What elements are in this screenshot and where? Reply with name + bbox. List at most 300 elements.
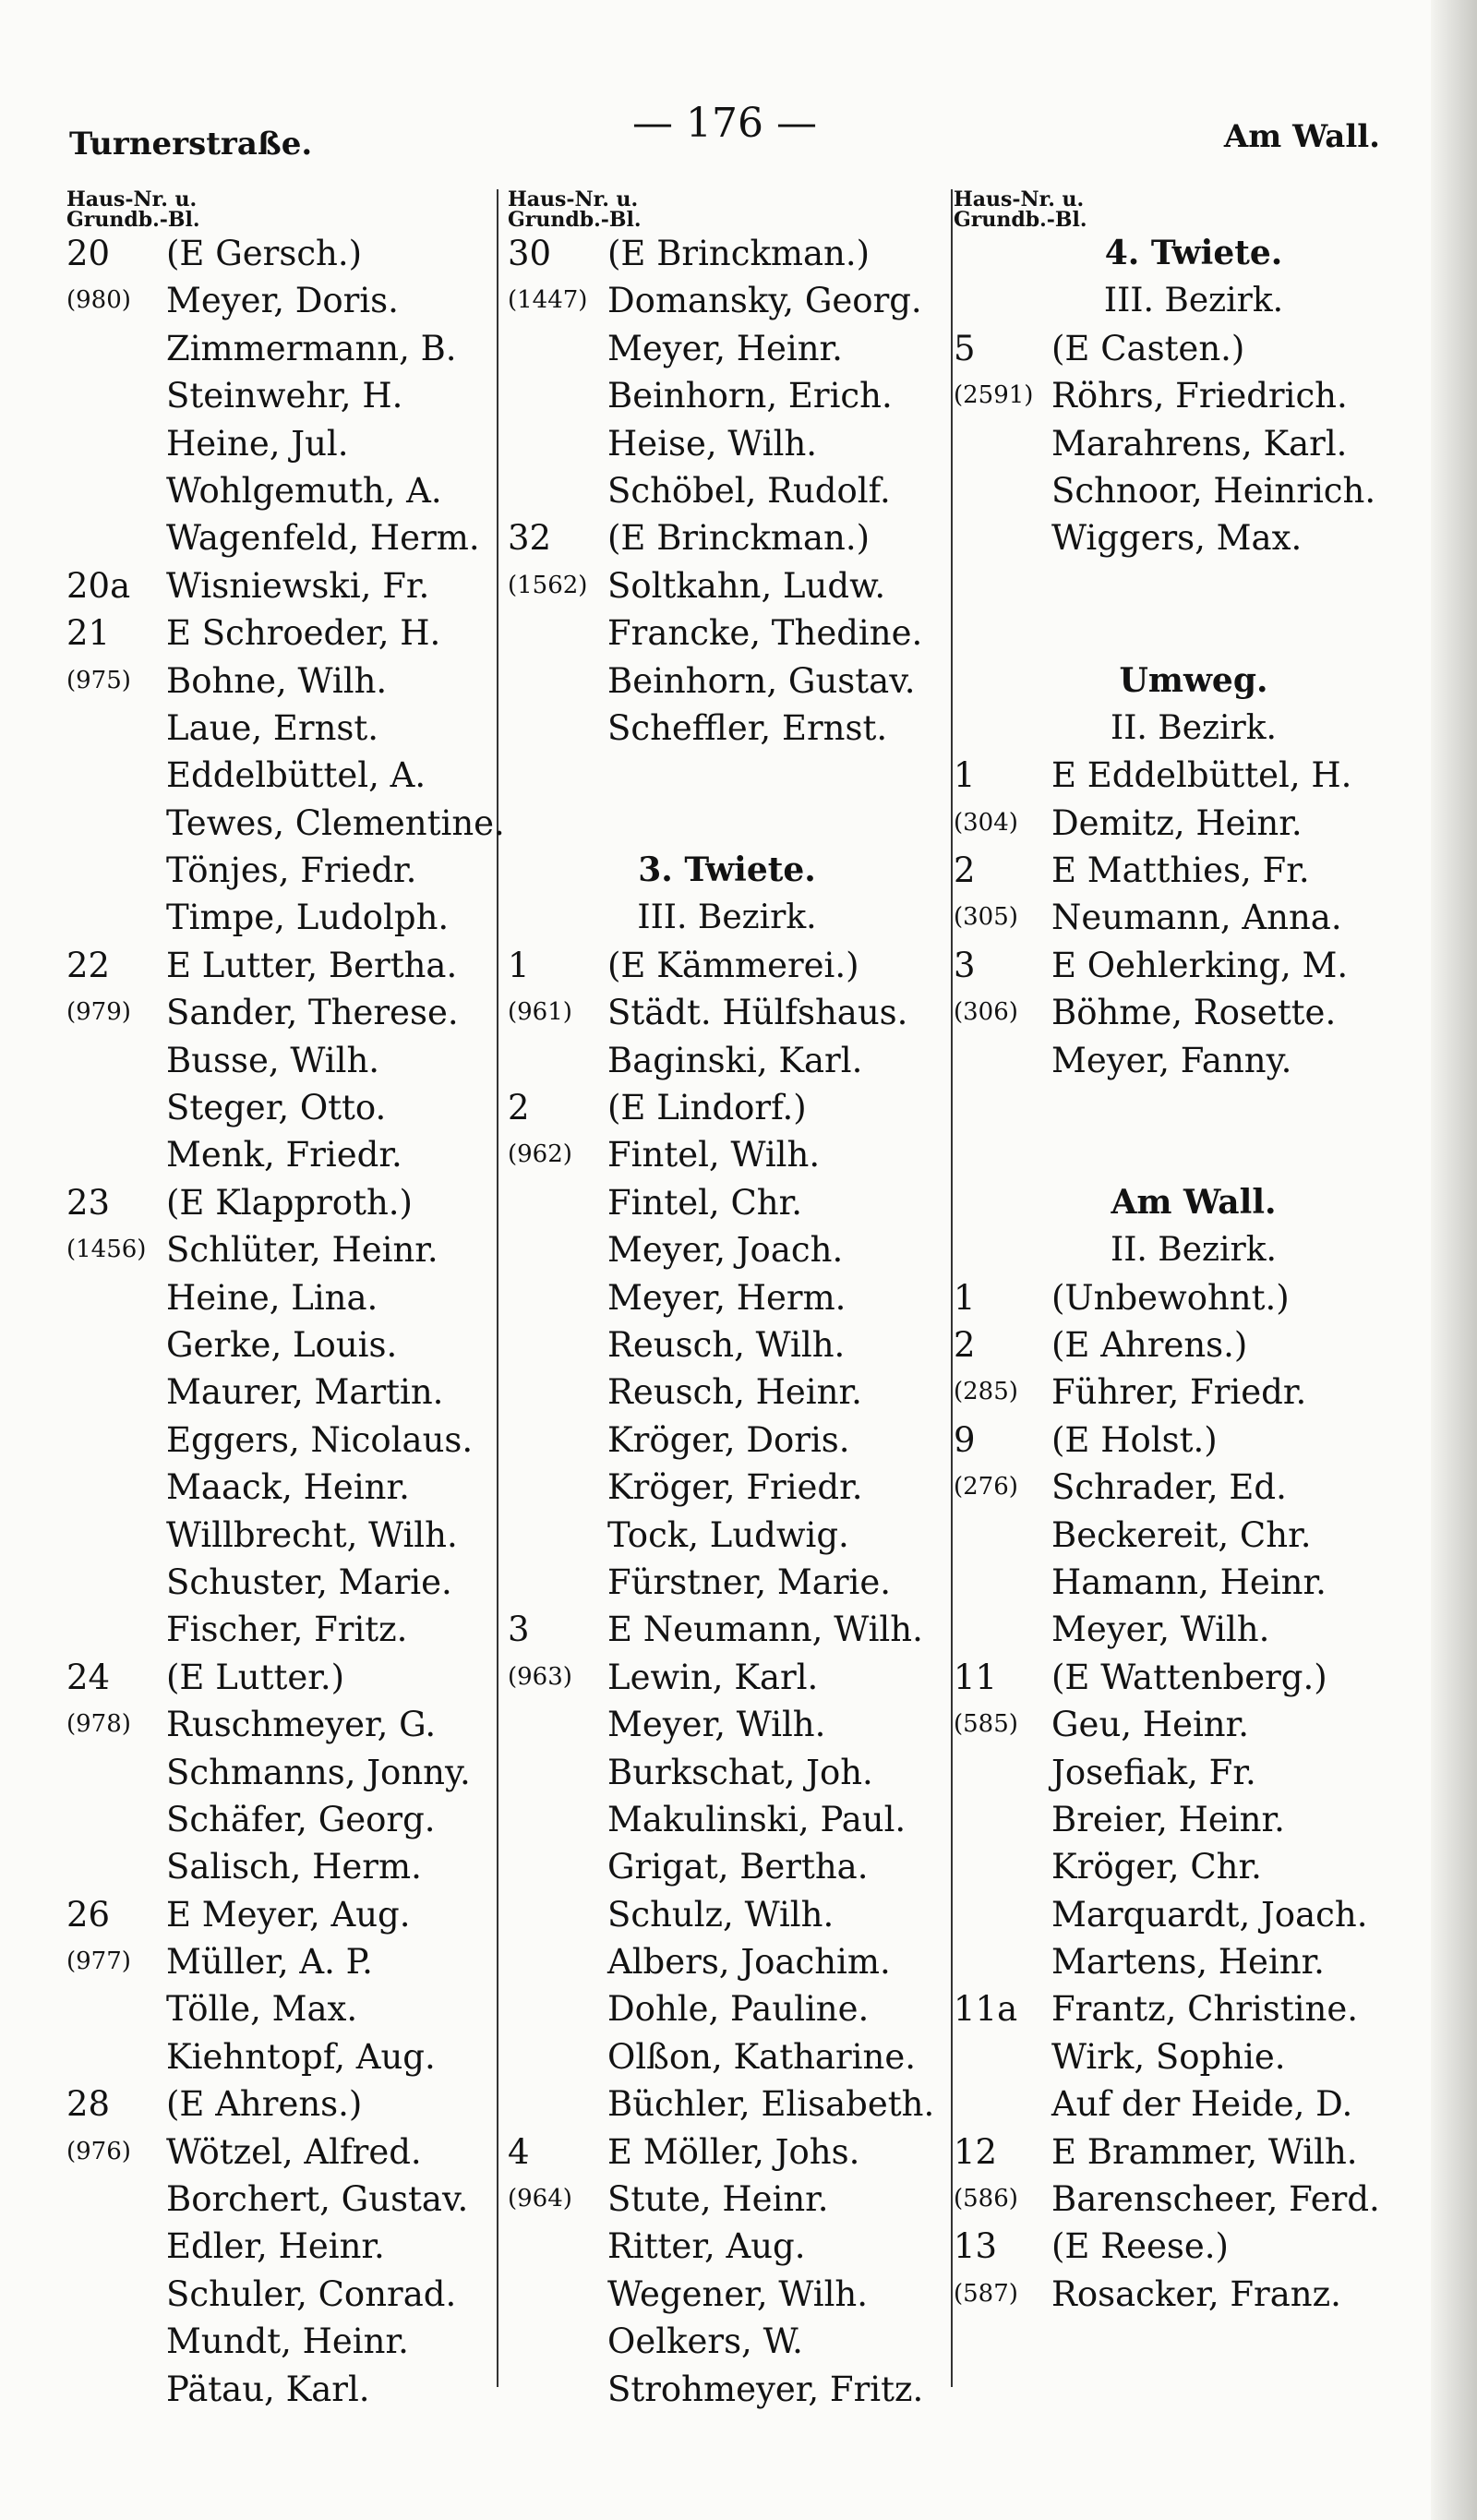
resident-name: Maurer, Martin. [166,1372,444,1413]
land-register-number: (587) [954,2279,1018,2308]
land-register-number: (285) [954,1378,1018,1406]
resident-name: Sander, Therese. [166,993,459,1033]
directory-entry [954,1321,1434,1369]
resident-name: Tölle, Max. [166,1989,358,2030]
directory-entry [954,1749,1434,1796]
resident-name: Ruschmeyer, G. [166,1705,437,1745]
directory-entry [66,2176,491,2223]
page-header [0,100,1477,163]
directory-entry [954,1417,1434,1464]
resident-name: Städt. Hülfshaus. [607,993,908,1033]
resident-name: Müller, A. P. [166,1942,373,1983]
directory-entry [66,2366,491,2413]
directory-entry [66,514,491,561]
directory-entry [508,1464,946,1511]
resident-name: Rosacker, Franz. [1051,2273,1341,2314]
resident-name: Hamann, Heinr. [1051,1561,1327,1602]
resident-name: Domansky, Georg. [607,281,922,321]
directory-entry [66,2223,491,2270]
directory-entry [66,1843,491,1890]
column-heading-line1: Haus-Nr. u. [508,187,639,211]
resident-name: Makulinski, Paul. [607,1799,907,1839]
district-heading: II. Bezirk. [1110,708,1278,747]
directory-entry [508,1369,946,1416]
directory-entry [508,2223,946,2270]
land-register-number: (2591) [954,381,1034,410]
column-divider-2 [951,189,953,2387]
directory-entry [508,1512,946,1559]
house-number: 2 [954,850,976,891]
resident-name: Schulz, Wilh. [607,1894,835,1935]
directory-entry [954,2080,1434,2128]
directory-entry [66,1606,491,1653]
directory-entry [954,1559,1434,1606]
land-register-number: (975) [66,666,131,694]
directory-entry [66,2128,491,2176]
column-heading-line2: Grundb.-Bl. [508,208,642,232]
directory-entry [66,705,491,752]
resident-name: (E Casten.) [1051,328,1245,368]
directory-entry [508,1084,946,1131]
resident-name: Zimmermann, B. [166,328,457,368]
directory-entry [508,230,946,277]
directory-entry [508,467,946,514]
resident-name: Wiggers, Max. [1051,518,1303,559]
resident-name: Auf der Heide, D. [1051,2084,1353,2125]
resident-name: Laue, Ernst. [166,707,379,748]
house-number: 26 [66,1894,111,1935]
resident-name: Busse, Wilh. [166,1040,380,1080]
resident-name: Führer, Friedr. [1051,1372,1307,1413]
directory-entry [66,2318,491,2365]
resident-name: Tönjes, Friedr. [166,850,417,891]
resident-name: Maack, Heinr. [166,1467,410,1508]
resident-name: Marquardt, Joach. [1051,1894,1368,1935]
spacer [508,752,946,799]
house-number: 12 [954,2131,998,2172]
directory-entry [66,2033,491,2080]
resident-name: Heine, Jul. [166,423,349,464]
directory-entry [508,372,946,419]
directory-entry [954,1843,1434,1890]
directory-entry [508,942,946,989]
directory-entry [508,325,946,372]
house-number: 24 [66,1657,111,1697]
resident-name: Strohmeyer, Fritz. [607,2369,924,2409]
resident-name: (E Lindorf.) [607,1088,807,1128]
resident-name: E Möller, Johs. [607,2131,860,2172]
land-register-number: (978) [66,1710,131,1739]
directory-entry [508,1749,946,1796]
directory-entry [508,1701,946,1748]
resident-name: (E Holst.) [1051,1419,1218,1460]
directory-entry [508,705,946,752]
directory-entry [66,562,491,609]
resident-name: Edler, Heinr. [166,2226,385,2267]
directory-entry [66,1369,491,1416]
directory-entry [66,420,491,467]
land-register-number: (305) [954,903,1018,932]
resident-name: (E Kämmerei.) [607,945,859,985]
house-number: 2 [954,1324,976,1365]
resident-name: E Schroeder, H. [166,613,441,654]
directory-entry [66,1985,491,2032]
house-number: 4 [508,2131,530,2172]
resident-name: Josefiak, Fr. [1051,1752,1256,1792]
directory-entry [508,277,946,324]
resident-name: Reusch, Wilh. [607,1324,846,1365]
directory-entry [954,942,1434,989]
directory-entry [508,1131,946,1178]
spacer [954,562,1434,609]
resident-name: Schäfer, Georg. [166,1799,436,1839]
resident-name: Stute, Heinr. [607,2179,829,2220]
resident-name: Wirk, Sophie. [1051,2036,1286,2077]
land-register-number: (304) [954,808,1018,837]
resident-name: Borchert, Gustav. [166,2179,469,2220]
land-register-number: (963) [508,1662,572,1691]
column-1-heading [66,189,491,230]
column-3-heading [954,189,1434,230]
land-register-number: (980) [66,286,131,315]
directory-entry [66,1559,491,1606]
directory-entry [508,1037,946,1084]
resident-name: Kröger, Chr. [1051,1847,1262,1887]
resident-name: (Unbewohnt.) [1051,1277,1290,1318]
street-heading: Umweg. [1119,660,1268,700]
resident-name: (E Gersch.) [166,234,363,273]
directory-entry [954,894,1434,941]
resident-name: (E Reese.) [1051,2226,1229,2267]
house-number: 20 [66,234,111,273]
resident-name: Menk, Friedr. [166,1135,402,1176]
resident-name: Schuster, Marie. [166,1561,452,1602]
directory-entry [66,277,491,324]
resident-name: Meyer, Fanny. [1051,1040,1292,1080]
resident-name: Beinhorn, Gustav. [607,660,916,701]
resident-name: Eggers, Nicolaus. [166,1419,474,1460]
resident-name: Pätau, Karl. [166,2369,370,2409]
resident-name: Fintel, Chr. [607,1182,802,1223]
resident-name: E Neumann, Wilh. [607,1610,923,1650]
directory-entry [66,942,491,989]
directory-entry [508,1891,946,1938]
district-heading: III. Bezirk. [637,898,817,937]
directory-entry [954,2128,1434,2176]
resident-name: Schuler, Conrad. [166,2273,457,2314]
house-number: 21 [66,613,111,654]
resident-name: Meyer, Wilh. [607,1705,826,1745]
directory-entry [954,514,1434,561]
directory-entry [508,420,946,467]
resident-name: Meyer, Wilh. [1051,1610,1270,1650]
resident-name: Burkschat, Joh. [607,1752,873,1792]
resident-name: Kröger, Friedr. [607,1467,863,1508]
resident-name: Beckereit, Chr. [1051,1514,1312,1555]
directory-entry [954,372,1434,419]
directory-entry [66,1464,491,1511]
house-number: 1 [508,945,530,985]
resident-name: Wagenfeld, Herm. [166,518,480,559]
directory-entry [66,2271,491,2318]
resident-name: Dohle, Pauline. [607,1989,870,2030]
resident-name: (E Klapproth.) [166,1182,413,1223]
resident-name: Soltkahn, Ludw. [607,565,886,606]
house-number: 2 [508,1088,530,1128]
street-heading: 4. Twiete. [1104,234,1283,272]
resident-name: Eddelbüttel, A. [166,755,426,796]
directory-entry [66,467,491,514]
directory-entry [66,1938,491,1985]
directory-entry [66,1796,491,1843]
house-number: 22 [66,945,111,985]
directory-entry [508,1226,946,1273]
land-register-number: (1447) [508,286,588,315]
resident-name: Beinhorn, Erich. [607,376,893,416]
house-number: 28 [66,2084,111,2125]
land-register-number: (979) [66,998,131,1027]
directory-entry [508,609,946,657]
directory-entry [954,1512,1434,1559]
directory-entry [508,2128,946,2176]
resident-name: Schmanns, Jonny. [166,1752,471,1792]
resident-name: Steinwehr, H. [166,376,403,416]
directory-entry [954,989,1434,1036]
directory-entry [954,2271,1434,2318]
directory-entry [66,800,505,847]
directory-entry [508,1796,946,1843]
directory-entry [508,1274,946,1321]
resident-name: Wisniewski, Fr. [166,565,430,606]
directory-entry [66,1226,491,1273]
house-number: 11 [954,1657,998,1697]
directory-entry [954,1369,1434,1416]
resident-name: Timpe, Ludolph. [166,898,450,938]
house-number: 1 [954,1277,976,1318]
resident-name: Wohlgemuth, A. [166,470,442,511]
directory-entry [508,1938,946,1985]
directory-entry [66,1654,491,1701]
column-1-entries [66,230,505,2413]
resident-name: Barenscheer, Ferd. [1051,2179,1380,2220]
directory-entry [954,847,1434,894]
resident-name: Büchler, Elisabeth. [607,2084,935,2125]
resident-name: Wötzel, Alfred. [166,2131,422,2172]
resident-name: E Matthies, Fr. [1051,850,1310,891]
directory-entry [954,1606,1434,1653]
resident-name: Reusch, Heinr. [607,1372,862,1413]
land-register-number: (964) [508,2185,572,2213]
resident-name: Röhrs, Friedrich. [1051,376,1348,416]
resident-name: Schlüter, Heinr. [166,1230,438,1271]
resident-name: Schöbel, Rudolf. [607,470,891,511]
resident-name: Frantz, Christine. [1051,1989,1358,2030]
resident-name: Heise, Wilh. [607,423,818,464]
directory-entry [954,1985,1434,2032]
house-number: 32 [508,518,552,559]
directory-entry [954,2223,1434,2270]
directory-entry [954,1464,1434,1511]
street-heading: 3. Twiete. [638,850,816,890]
directory-entry [66,372,491,419]
directory-entry [508,1179,946,1226]
resident-name: (E Brinckman.) [607,234,871,273]
resident-name: (E Ahrens.) [1051,1324,1248,1365]
resident-name: Grigat, Bertha. [607,1847,869,1887]
land-register-number: (586) [954,2185,1018,2213]
directory-entry [954,1796,1434,1843]
directory-entry [508,1985,946,2032]
land-register-number: (1562) [508,571,588,599]
resident-name: Wegener, Wilh. [607,2273,868,2314]
directory-entry [66,1891,491,1938]
resident-name: E Lutter, Bertha. [166,945,458,985]
directory-entry [954,752,1434,799]
land-register-number: (1456) [66,1236,147,1264]
resident-name: Steger, Otto. [166,1088,387,1128]
resident-name: Francke, Thedine. [607,613,923,654]
directory-entry [508,562,946,609]
district-heading: III. Bezirk. [1103,282,1284,320]
directory-entry [508,2033,946,2080]
directory-entry [66,1274,491,1321]
land-register-number: (962) [508,1140,572,1169]
directory-entry [954,800,1434,847]
directory-entry [66,1321,491,1369]
column-heading-line1: Haus-Nr. u. [954,187,1085,211]
resident-name: (E Brinckman.) [607,518,871,559]
spacer [508,800,946,847]
resident-name: Gerke, Louis. [166,1324,398,1365]
resident-name: Schrader, Ed. [1051,1467,1287,1508]
column-2-entries [508,230,946,2413]
house-number: 1 [954,755,976,796]
directory-entry [66,1701,491,1748]
resident-name: Lewin, Karl. [607,1657,819,1697]
house-number: 30 [508,234,552,273]
resident-name: Bohne, Wilh. [166,660,388,701]
spacer [954,1131,1434,1178]
directory-entry [66,1179,491,1226]
directory-entry [66,230,491,277]
directory-entry [66,1417,491,1464]
directory-entry [508,1606,946,1653]
directory-entry [954,1037,1434,1084]
house-number: 11a [954,1989,1018,2030]
page-number: — 176 — [632,100,817,147]
directory-entry [508,2366,946,2413]
directory-entry [954,1701,1434,1748]
resident-name: Albers, Joachim. [607,1942,891,1983]
resident-name: Demitz, Heinr. [1051,802,1303,843]
column-heading-line2: Grundb.-Bl. [66,208,200,232]
land-register-number: (306) [954,998,1018,1027]
resident-name: E Brammer, Wilh. [1051,2131,1358,2172]
resident-name: Baginski, Karl. [607,1040,863,1080]
column-divider-1 [497,189,498,2387]
directory-entry [66,325,491,372]
directory-entry [954,467,1434,514]
resident-name: Breier, Heinr. [1051,1799,1285,1839]
resident-name: Scheffler, Ernst. [607,707,888,748]
directory-entry [954,2033,1434,2080]
directory-entry [954,1654,1434,1701]
directory-entry [508,1654,946,1701]
directory-entry [66,1084,491,1131]
directory-entry [66,1749,491,1796]
directory-entry [66,752,491,799]
resident-name: (E Wattenberg.) [1051,1657,1327,1697]
directory-entry [66,894,491,941]
directory-entry [954,2176,1434,2223]
directory-entry [508,2080,946,2128]
column-heading-line2: Grundb.-Bl. [954,208,1087,232]
directory-entry [954,1891,1434,1938]
land-register-number: (276) [954,1473,1018,1501]
house-number: 20a [66,565,131,606]
resident-name: Olßon, Katharine. [607,2036,916,2077]
column-3 [954,189,1434,2318]
directory-entry [508,1417,946,1464]
land-register-number: (976) [66,2137,131,2165]
resident-name: E Meyer, Aug. [166,1894,411,1935]
directory-entry [66,2080,491,2128]
resident-name: Meyer, Herm. [607,1277,847,1318]
house-number: 13 [954,2226,998,2267]
resident-name: Tewes, Clementine. [166,802,505,843]
directory-entry [508,989,946,1036]
spacer [954,1084,1434,1131]
resident-name: Böhme, Rosette. [1051,993,1337,1033]
land-register-number: (585) [954,1710,1018,1739]
resident-name: Neumann, Anna. [1051,898,1342,938]
spacer [954,609,1434,657]
resident-name: Meyer, Heinr. [607,328,843,368]
resident-name: Martens, Heinr. [1051,1942,1325,1983]
directory-entry [508,2318,946,2365]
directory-entry [66,609,491,657]
resident-name: E Eddelbüttel, H. [1051,755,1352,796]
column-3-entries [954,230,1434,2318]
house-number: 9 [954,1419,976,1460]
directory-entry [508,1321,946,1369]
resident-name: Meyer, Joach. [607,1230,844,1271]
page-edge-shadow [1431,0,1477,2520]
resident-name: Kiehntopf, Aug. [166,2036,436,2077]
street-heading: Am Wall. [1111,1182,1277,1222]
column-2-heading [508,189,946,230]
land-register-number: (977) [66,1947,131,1976]
header-right-street: Am Wall. [1223,118,1380,155]
directory-entry [66,1131,491,1178]
resident-name: Schnoor, Heinrich. [1051,470,1376,511]
directory-entry [954,325,1434,372]
resident-name: Marahrens, Karl. [1051,423,1348,464]
directory-entry [508,2271,946,2318]
resident-name: (E Ahrens.) [166,2084,363,2125]
resident-name: (E Lutter.) [166,1657,345,1697]
resident-name: Willbrecht, Wilh. [166,1514,458,1555]
resident-name: Kröger, Doris. [607,1419,850,1460]
resident-name: Fintel, Wilh. [607,1135,821,1176]
directory-entry [66,989,491,1036]
house-number: 3 [954,945,976,985]
resident-name: Heine, Lina. [166,1277,378,1318]
resident-name: Geu, Heinr. [1051,1705,1250,1745]
directory-entry [508,657,946,705]
resident-name: Salisch, Herm. [166,1847,422,1887]
house-number: 3 [508,1610,530,1650]
